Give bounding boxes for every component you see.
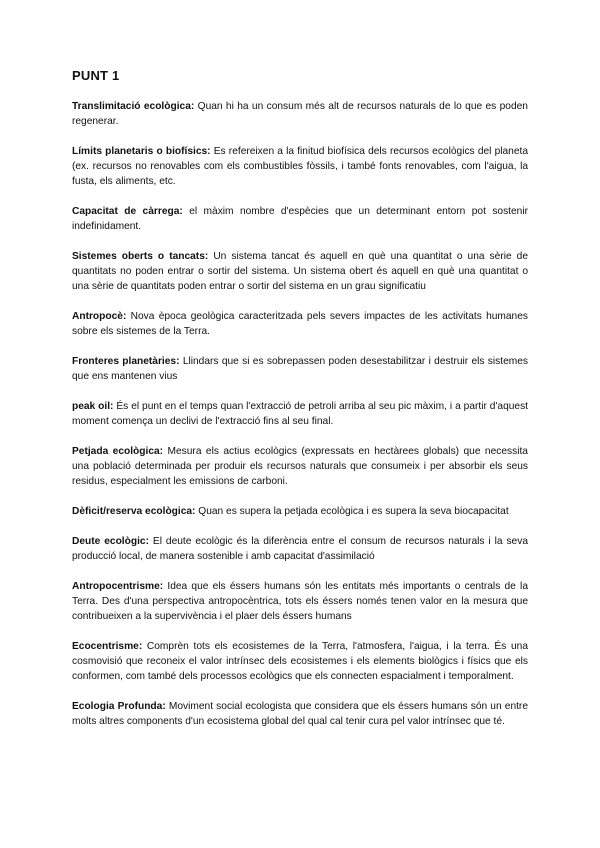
definition-text: el màxim nombre d'espècies que un determinant entorn pot sostenir indefinidament. <box>72 206 528 232</box>
definition-text: Idea que els éssers humans són les entitats més importants o centrals de la Terra. Des d'una perspectiva antropocèntrica, tots els éssers només tenen valor en la mesura que contribueixen a la supervivència i el plaer dels éssers humans <box>72 581 528 622</box>
definition-text: El deute ecològic és la diferència entre el consum de recursos naturals i la seva producció local, de manera sostenible i amb capacitat d'assimilació <box>72 536 528 562</box>
term-label: Sistemes oberts o tancats: <box>72 251 209 262</box>
definition-text: Comprèn tots els ecosistemes de la Terra, l'atmosfera, l'aigua, i la terra. És una cosmovisió que reconeix el valor intrínsec dels ecosistemes i els elements biològics i físics que els conformen, com també dels processos ecològics que els connecten espacialment i temporalment. <box>72 641 528 682</box>
definition-entry-sistemes <box>72 249 528 294</box>
definition-text: Quan es supera la petjada ecològica i es supera la seva biocapacitat <box>198 506 509 517</box>
definition-entry-deficit <box>72 504 528 519</box>
definition-entry-fronteres <box>72 354 528 384</box>
definition-text: És el punt en el temps quan l'extracció de petroli arriba al seu pic màxim, i a partir d'aquest moment comença un declivi de l'extracció fins al seu final. <box>72 401 529 427</box>
term-label: Antropocentrisme: <box>72 581 164 592</box>
definition-entry-petjada <box>72 444 528 489</box>
term-label: Capacitat de càrrega: <box>72 206 183 217</box>
definition-entry-ecologia-profunda <box>72 699 528 729</box>
definition-entry-limits-planetaris <box>72 144 528 189</box>
definition-entry-capacitat-carrega <box>72 204 528 234</box>
definition-text: Llindars que si es sobrepassen poden desestabilitzar i destruir els sistemes que ens mantenen vius <box>72 356 528 382</box>
term-label: Dèficit/reserva ecològica: <box>72 506 196 517</box>
definition-text: Mesura els actius ecològics (expressats en hectàrees globals) que necessita una població determinada per produir els recursos naturals que consumeix i per absorbir els seus residus, especialment les emissions de carboni. <box>72 446 528 487</box>
term-label: Fronteres planetàries: <box>72 356 180 367</box>
term-label: Deute ecològic: <box>72 536 149 547</box>
definition-text: Nova època geològica caracteritzada pels severs impactes de les activitats humanes sobre els sistemes de la Terra. <box>72 311 528 337</box>
definition-text: Es refereixen a la finitud biofísica dels recursos ecològics del planeta (ex. recursos no renovables com els combustibles fòssils, i també fonts renovables, com l'aigua, la fusta, els aliments, etc. <box>72 146 528 187</box>
definition-entry-deute <box>72 534 528 564</box>
term-label: Antropocè: <box>72 311 127 322</box>
definition-entry-translimitacio <box>72 99 528 129</box>
definition-text: Moviment social ecologista que considera que els éssers humans són un entre molts altres components d'un ecosistema global del qual cal tenir cura pel valor intrínsec que té. <box>72 701 528 727</box>
definition-entry-antropoce <box>72 309 528 339</box>
term-label: Ecocentrisme: <box>72 641 143 652</box>
definition-text: Quan hi ha un consum més alt de recursos naturals de lo que es poden regenerar. <box>72 101 528 127</box>
term-label: Petjada ecològica: <box>72 446 164 457</box>
term-label: Límits planetaris o biofísics: <box>72 146 211 157</box>
term-label: peak oil: <box>72 401 114 412</box>
page-title: PUNT 1 <box>72 68 120 83</box>
term-label: Translimitació ecològica: <box>72 101 195 112</box>
definition-entry-peak-oil <box>72 399 528 429</box>
term-label: Ecologia Profunda: <box>72 701 166 712</box>
definition-entry-ecocentrisme <box>72 639 528 684</box>
document-page <box>72 68 528 744</box>
definition-entry-antropocentrisme <box>72 579 528 624</box>
definition-text: Un sistema tancat és aquell en què una quantitat o una sèrie de quantitats no poden entrar o sortir del sistema. Un sistema obert és aquell en què una quantitat o una sèrie de quantitats poden entrar o sortir del sistema en un grau significatiu <box>72 251 529 292</box>
